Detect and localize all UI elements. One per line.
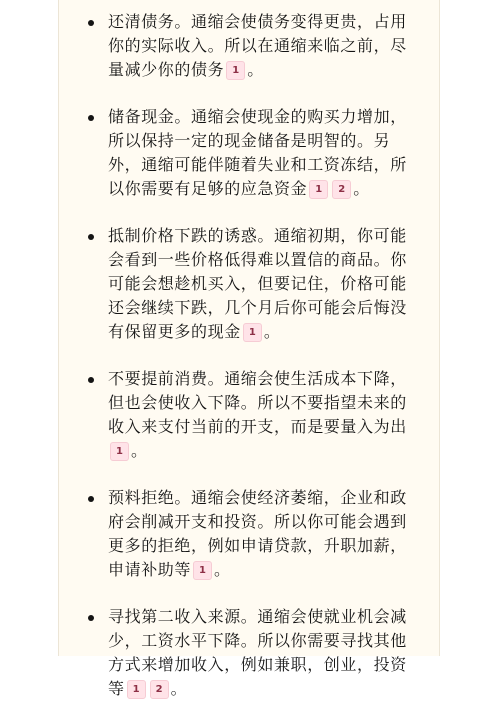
citation-badge[interactable]: 1 bbox=[110, 442, 129, 461]
bullet-icon bbox=[88, 377, 94, 383]
item-tail: 。 bbox=[170, 679, 188, 698]
bullet-icon bbox=[88, 115, 94, 121]
citation-badge[interactable]: 1 bbox=[127, 680, 146, 699]
citation-badge[interactable]: 1 bbox=[309, 180, 328, 199]
bullet-icon bbox=[88, 234, 94, 240]
list-item bbox=[88, 605, 418, 701]
citation-badge[interactable]: 1 bbox=[193, 561, 212, 580]
list-item bbox=[88, 10, 418, 82]
citation-badge[interactable]: 1 bbox=[226, 61, 245, 80]
item-tail: 。 bbox=[353, 179, 370, 198]
item-tail: 。 bbox=[247, 60, 264, 79]
item-text: 抵制价格下跌的诱惑。通缩初期，你可能会看到一些价格低得难以置信的商品。你可能会想趁机买入，但要记住，价格可能还会继续下跌，几个月后你可能会后悔没有保留更多的现金 bbox=[108, 226, 407, 341]
list-item bbox=[88, 486, 418, 582]
item-text: 还清债务。通缩会使债务变得更贵，占用你的实际收入。所以在通缩来临之前，尽量减少你的债务 bbox=[108, 12, 407, 79]
item-text: 预料拒绝。通缩会使经济萎缩，企业和政府会削减开支和投资。所以你可能会遇到更多的拒绝，例如申请贷款，升职加薪，申请补助等 bbox=[108, 488, 407, 579]
bullet-icon bbox=[88, 615, 94, 621]
item-tail: 。 bbox=[131, 441, 148, 460]
item-text: 不要提前消费。通缩会使生活成本下降，但也会使收入下降。所以不要指望未来的收入来支付当前的开支，而是要量入为出 bbox=[108, 369, 407, 436]
list-item bbox=[88, 367, 418, 463]
citation-badge[interactable]: 1 bbox=[243, 323, 262, 342]
item-text: 寻找第二收入来源。通缩会使就业机会减少，工资水平下降。所以你需要寻找其他方式来增加收入，例如兼职，创业，投资等 bbox=[108, 607, 407, 698]
list-item bbox=[88, 224, 418, 344]
item-tail: 。 bbox=[214, 560, 231, 579]
bullet-icon bbox=[88, 496, 94, 502]
bullet-icon bbox=[88, 20, 94, 26]
item-tail: 。 bbox=[263, 322, 281, 341]
item-text: 储备现金。通缩会使现金的购买力增加，所以保持一定的现金储备是明智的。另外，通缩可能伴随着失业和工资冻结，所以你需要有足够的应急资金 bbox=[108, 107, 407, 198]
advice-list bbox=[88, 10, 418, 724]
citation-badge[interactable]: 2 bbox=[150, 680, 169, 699]
citation-badge[interactable]: 2 bbox=[332, 180, 351, 199]
list-item bbox=[88, 105, 418, 201]
